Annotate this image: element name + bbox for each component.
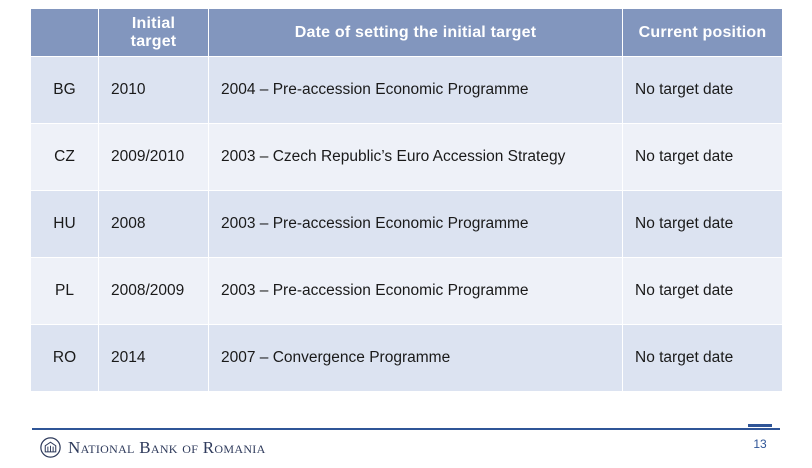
column-header-country bbox=[31, 9, 99, 57]
cell-date-of-setting: 2003 – Czech Republic’s Euro Accession Strategy bbox=[209, 124, 623, 191]
cell-initial-target: 2010 bbox=[99, 57, 209, 124]
cell-initial-target: 2014 bbox=[99, 325, 209, 392]
table-body bbox=[31, 57, 783, 392]
table-row bbox=[31, 191, 783, 258]
footer-brand bbox=[40, 437, 266, 458]
bank-name-label: National Bank of Romania bbox=[68, 437, 266, 457]
cell-country-code: PL bbox=[31, 258, 99, 325]
comparison-table bbox=[30, 8, 783, 392]
column-header-initial-target: Initial target bbox=[99, 9, 209, 57]
cell-initial-target: 2008/2009 bbox=[99, 258, 209, 325]
cell-current-position: No target date bbox=[623, 124, 783, 191]
cell-initial-target: 2008 bbox=[99, 191, 209, 258]
cell-current-position: No target date bbox=[623, 325, 783, 392]
cell-country-code: HU bbox=[31, 191, 99, 258]
table-row bbox=[31, 258, 783, 325]
table-header bbox=[31, 9, 783, 57]
page-number: 13 bbox=[753, 437, 767, 451]
column-header-date-of-setting: Date of setting the initial target bbox=[209, 9, 623, 57]
cell-initial-target: 2009/2010 bbox=[99, 124, 209, 191]
table-row bbox=[31, 57, 783, 124]
table-container bbox=[30, 8, 782, 392]
cell-current-position: No target date bbox=[623, 57, 783, 124]
cell-date-of-setting: 2003 – Pre-accession Economic Programme bbox=[209, 191, 623, 258]
footer-divider bbox=[32, 428, 780, 430]
cell-date-of-setting: 2007 – Convergence Programme bbox=[209, 325, 623, 392]
cell-country-code: BG bbox=[31, 57, 99, 124]
column-header-current-position: Current position bbox=[623, 9, 783, 57]
bank-crest-icon bbox=[40, 437, 61, 458]
cell-country-code: RO bbox=[31, 325, 99, 392]
table-row bbox=[31, 325, 783, 392]
cell-current-position: No target date bbox=[623, 191, 783, 258]
cell-date-of-setting: 2004 – Pre-accession Economic Programme bbox=[209, 57, 623, 124]
page-number-rule bbox=[748, 424, 772, 427]
cell-date-of-setting: 2003 – Pre-accession Economic Programme bbox=[209, 258, 623, 325]
table-row bbox=[31, 124, 783, 191]
table-header-row bbox=[31, 9, 783, 57]
cell-country-code: CZ bbox=[31, 124, 99, 191]
cell-current-position: No target date bbox=[623, 258, 783, 325]
